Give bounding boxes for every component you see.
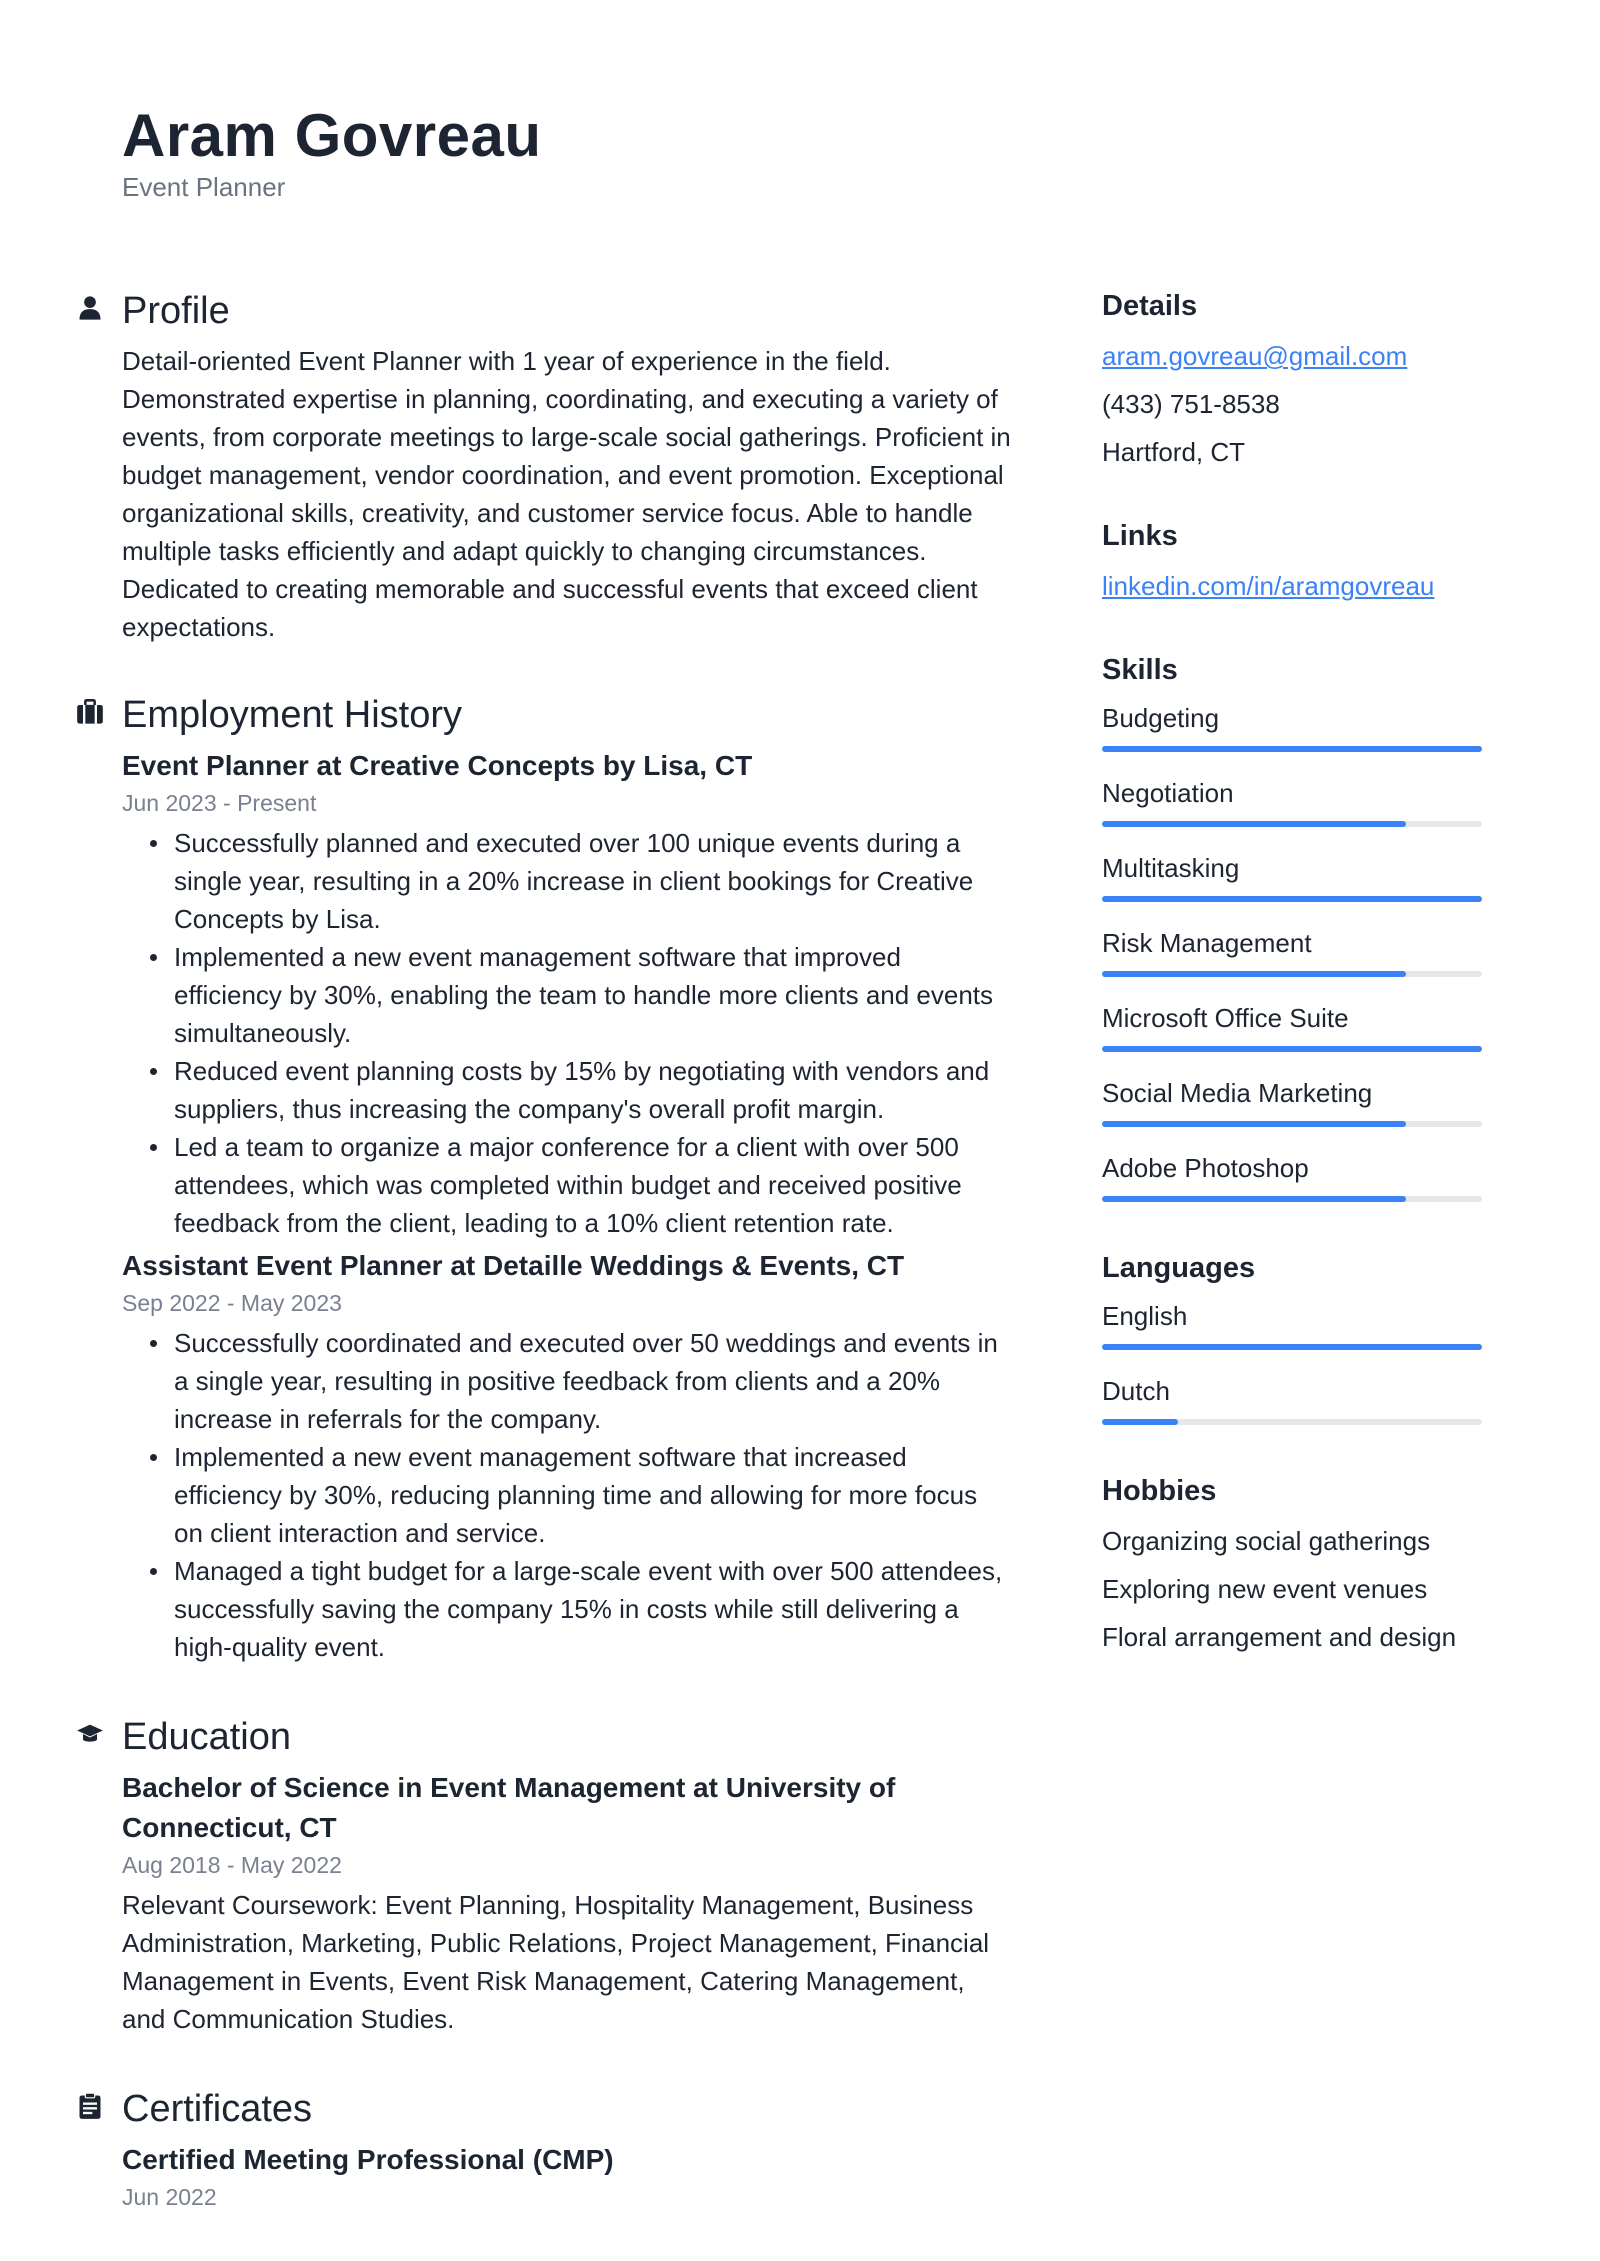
- job-dates: Jun 2023 - Present: [122, 790, 317, 816]
- job-bullets: [122, 1324, 1012, 1666]
- language-level-fill: [1102, 1344, 1482, 1350]
- email-link[interactable]: [1102, 332, 1484, 380]
- language-name: English: [1102, 1301, 1188, 1331]
- skill-level-bar: [1102, 1121, 1482, 1127]
- bullet-item: Successfully coordinated and executed over 50 weddings and events in a single year, resulting in positive feedback from clients and a 20% increase in referrals for the company.: [174, 1324, 1012, 1438]
- skills-heading: Skills: [1102, 654, 1178, 686]
- email-text[interactable]: aram.govreau@gmail.com: [1102, 341, 1408, 371]
- language-item: [1102, 1369, 1484, 1425]
- job-title: Event Planner at Creative Concepts by Lisa, CT: [122, 750, 753, 781]
- job-dates: Sep 2022 - May 2023: [122, 1290, 342, 1316]
- profile-text: Detail-oriented Event Planner with 1 year of experience in the field. Demonstrated expertise in planning, coordinating, and executing a variety of events, from corporate meetings to large-scale social gatherings. Proficient in budget management, vendor coordination, and event promotion. Exceptional organizational skills, creativity, and customer service focus. Able to handle multiple tasks efficiently and adapt quickly to changing circumstances. Dedicated to creating memorable and successful events that exceed client expectations.: [122, 346, 1011, 642]
- skill-item: [1102, 996, 1484, 1052]
- hobby-item: Organizing social gatherings: [1102, 1526, 1431, 1556]
- hobbies-block: [1102, 1471, 1484, 1661]
- profile-heading: Profile: [122, 290, 230, 332]
- certificate-name: Certified Meeting Professional (CMP): [122, 2144, 614, 2175]
- skill-item: [1102, 1071, 1484, 1127]
- skill-item: [1102, 771, 1484, 827]
- language-name: Dutch: [1102, 1376, 1170, 1406]
- briefcase-icon: [76, 698, 104, 726]
- hobbies-heading: Hobbies: [1102, 1475, 1217, 1507]
- languages-list: [1102, 1294, 1484, 1425]
- skill-name: Adobe Photoshop: [1102, 1153, 1309, 1183]
- bullet-item: Implemented a new event management software that increased efficiency by 30%, reducing planning time and allowing for more focus on client interaction and service.: [174, 1438, 1012, 1552]
- job-entry: [122, 1246, 1012, 1666]
- bullet-item: Implemented a new event management software that improved efficiency by 30%, enabling the team to handle more clients and events simultaneously.: [174, 938, 1012, 1052]
- linkedin-link[interactable]: [1102, 562, 1484, 610]
- profile-section: [122, 286, 1012, 646]
- skill-level-fill: [1102, 896, 1482, 902]
- graduation-cap-icon: [76, 1720, 104, 1748]
- skill-level-bar: [1102, 896, 1482, 902]
- skill-item: [1102, 921, 1484, 977]
- degree-title: Bachelor of Science in Event Management at University of Connecticut, CT: [122, 1772, 896, 1843]
- skill-name: Negotiation: [1102, 778, 1234, 808]
- certificate-icon: [76, 2092, 104, 2120]
- skill-name: Budgeting: [1102, 703, 1220, 733]
- skills-list: [1102, 696, 1484, 1202]
- education-text: Relevant Coursework: Event Planning, Hospitality Management, Business Administration, Marketing, Public Relations, Project Management, Financial Management in Events, Event Risk Management, Catering Management, and Communication Studies.: [122, 1890, 990, 2034]
- language-item: [1102, 1294, 1484, 1350]
- hobby-item: Exploring new event venues: [1102, 1574, 1428, 1604]
- bullet-item: Led a team to organize a major conference for a client with over 500 attendees, which was completed within budget and received positive feedback from the client, leading to a 10% client retention rate.: [174, 1128, 1012, 1242]
- resume-header: [122, 100, 542, 204]
- language-level-fill: [1102, 1419, 1178, 1425]
- skill-level-bar: [1102, 821, 1482, 827]
- skill-level-bar: [1102, 971, 1482, 977]
- job-bullets: [122, 824, 1012, 1242]
- candidate-title: Event Planner: [122, 172, 286, 202]
- skill-level-fill: [1102, 821, 1406, 827]
- education-section: [122, 1712, 1012, 2038]
- skill-name: Risk Management: [1102, 928, 1312, 958]
- certificates-section: [122, 2084, 1012, 2214]
- linkedin-text[interactable]: linkedin.com/in/aramgovreau: [1102, 571, 1435, 601]
- skills-block: [1102, 650, 1484, 1202]
- bullet-item: Reduced event planning costs by 15% by negotiating with vendors and suppliers, thus increasing the company's overall profit margin.: [174, 1052, 1012, 1128]
- skill-name: Social Media Marketing: [1102, 1078, 1373, 1108]
- skill-name: Microsoft Office Suite: [1102, 1003, 1349, 1033]
- languages-heading: Languages: [1102, 1252, 1256, 1284]
- certificates-heading: Certificates: [122, 2088, 313, 2130]
- skill-level-fill: [1102, 1121, 1406, 1127]
- details-heading: Details: [1102, 290, 1198, 322]
- phone-number: (433) 751-8538: [1102, 389, 1280, 419]
- details-block: [1102, 286, 1484, 476]
- languages-block: [1102, 1248, 1484, 1425]
- hobby-item: Floral arrangement and design: [1102, 1622, 1457, 1652]
- skill-level-fill: [1102, 971, 1406, 977]
- bullet-item: Managed a tight budget for a large-scale event with over 500 attendees, successfully saving the company 15% in costs while still delivering a high-quality event.: [174, 1552, 1012, 1666]
- skill-level-bar: [1102, 746, 1482, 752]
- language-level-bar: [1102, 1419, 1482, 1425]
- main-column: [122, 286, 1012, 2261]
- user-icon: [76, 294, 104, 322]
- degree-dates: Aug 2018 - May 2022: [122, 1852, 342, 1878]
- language-level-bar: [1102, 1344, 1482, 1350]
- certificate-dates: Jun 2022: [122, 2184, 217, 2210]
- location: Hartford, CT: [1102, 437, 1246, 467]
- skill-level-bar: [1102, 1196, 1482, 1202]
- sidebar: [1102, 286, 1484, 1709]
- skill-level-fill: [1102, 1196, 1406, 1202]
- skill-item: [1102, 696, 1484, 752]
- links-heading: Links: [1102, 520, 1178, 552]
- education-heading: Education: [122, 1716, 292, 1758]
- job-entry: [122, 746, 1012, 1242]
- skill-level-fill: [1102, 746, 1482, 752]
- links-block: [1102, 516, 1484, 610]
- skill-name: Multitasking: [1102, 853, 1240, 883]
- employment-section: [122, 690, 1012, 1666]
- candidate-name: Aram Govreau: [122, 102, 542, 169]
- skill-item: [1102, 1146, 1484, 1202]
- skill-level-bar: [1102, 1046, 1482, 1052]
- job-title: Assistant Event Planner at Detaille Weddings & Events, CT: [122, 1250, 905, 1281]
- skill-level-fill: [1102, 1046, 1482, 1052]
- employment-heading: Employment History: [122, 694, 462, 736]
- bullet-item: Successfully planned and executed over 100 unique events during a single year, resulting in a 20% increase in client bookings for Creative Concepts by Lisa.: [174, 824, 1012, 938]
- skill-item: [1102, 846, 1484, 902]
